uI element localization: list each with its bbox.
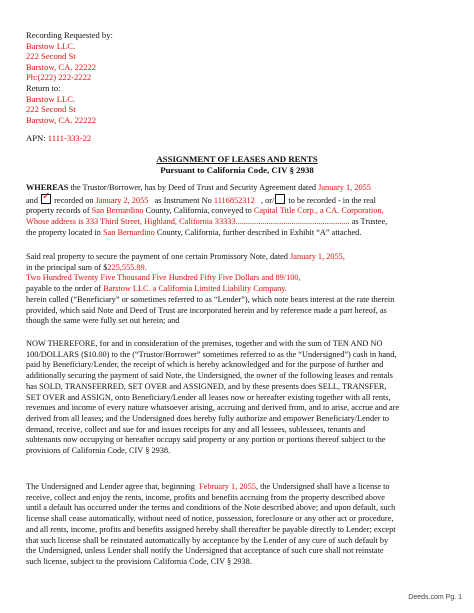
apn-value: 1111-333-22 bbox=[47, 133, 92, 143]
now-therefore-paragraph: NOW THEREFORE, for and in consideration of the premises, together and with the sum of TEN AND NO 100/DOLLARS ($10.00) to the (“Trustor/Borrower” sometimes referred to as the “Undersigned”) cash in hand, paid by Beneficiary/Lender, the receipt of which is hereby acknowledged and for the purpose of further and additionally securing the payment of said Note, the Undersigned, the owner of the following leases and rentals has SOLD, TRANSFERRED, SET OVER and ASSIGNED, and by these presents does SELL, TRANSFER, SET OVER and ASSIGN, onto Beneficiary/Lender all leases now or hereafter existing together with all rents, revenues and income of every nature whatsoever arising, accruing and derived from, and to arise, accrue and are derived from all leases; and the Undersigned does hereby fully authorize and empower Beneficiary/Lender to demand, receive, collect and sue for and issues receipts for any and all lessees, sublessees, tenants and subtenants now occupying or hereafter occupy said property or any portion or portions thereof subject to the provisions of California Code, CIV § 2938. bbox=[26, 339, 400, 456]
recorded-checkbox[interactable] bbox=[41, 190, 51, 204]
apn-label: APN: bbox=[26, 133, 46, 143]
check-mark-icon: ✓ bbox=[42, 190, 51, 202]
trustee-name: Capital Title Corp., a CA. Corporation, bbox=[253, 206, 384, 216]
document-title: ASSIGNMENT OF LEASES AND RENTS bbox=[156, 154, 318, 164]
instrument-number: 1116852312 bbox=[213, 195, 255, 205]
return-to-label: Return to: bbox=[26, 82, 61, 93]
begin-date: February 1, 2055 bbox=[199, 482, 256, 491]
county-name: San Bernardino bbox=[91, 206, 144, 216]
principal-amount: 225,555.89. bbox=[107, 262, 147, 272]
recorded-date: January 2, 2055 bbox=[95, 195, 149, 205]
apn-line bbox=[26, 133, 91, 144]
whereas-word: WHEREAS bbox=[26, 183, 69, 192]
deed-date: January 1, 2055 bbox=[318, 183, 371, 192]
requester-name: Barstow LLC. bbox=[26, 40, 76, 51]
requester-phone: Ph:(222) 222-2222 bbox=[26, 72, 92, 83]
property-county: San Bernardino bbox=[102, 227, 155, 237]
return-city: Barstow, CA. 22222 bbox=[26, 114, 97, 125]
document-subtitle: Pursuant to California Code, CIV § 2938 bbox=[160, 165, 314, 175]
license-paragraph: The Undersigned and Lender agree that, beginning February 1, 2055, the Undersigned shall have a license to receive, collect and enjoy the rents, income, profits and benefits accruing from the property described above until a default has occurred under the terms and conditions of the Note described above; and upon default, such license shall cease automatically, without need of notice, possession, foreclosure or any other act or procedure, and all rents, income, profits and benefits assigned hereby shall thereafter be payable directly to Lender; except that such license shall be reinstated automatically by acceptance by the Lender of any cure of such default by the Undersigned, unless Lender shall notify the Undersigned that acceptance of such cure shall not reinstate such license, subject to the provisions California Code, CIV § 2938. bbox=[26, 482, 396, 566]
amount-in-words: Two Hundred Twenty Five Thousand Five Hundred Fifty Five Dollars and 89/100, bbox=[26, 273, 301, 283]
promissory-note-paragraph: Said real property to secure the payment of one certain Promissory Note, dated January 1, 2055, in the principal sum of $225,555.89. Two Hundred Twenty Five Thousand Five Hundred Fifty Five Dollars and 89/100, payable to the order of Barstow LLC. a California Limited Liability Company. herein called (“Beneficiary” or sometimes referred to as “Lender”), which note bears interest at the rate therein provided, which said Note and Deed of Trust are incorporated herein and by reference made a part hereof, as though the same were fully set out herein; and bbox=[26, 252, 450, 327]
page-footer: Deeds.com Pg. 1 bbox=[408, 594, 462, 601]
return-street: 222 Second St bbox=[26, 104, 76, 115]
to-be-recorded-checkbox[interactable] bbox=[275, 194, 285, 204]
trustee-address: Whose address is 333 Third Street, Highland, California 33333....................................................... bbox=[26, 217, 350, 227]
recording-block bbox=[26, 30, 113, 125]
requester-city: Barstow, CA. 22222 bbox=[26, 61, 97, 72]
return-name: Barstow LLC. bbox=[26, 93, 76, 104]
note-date: January 1, 2055, bbox=[290, 252, 345, 261]
requested-by-label: Recording Requested by: bbox=[26, 30, 113, 40]
requester-street: 222 Second St bbox=[26, 51, 76, 62]
payee-name: Barstow LLC. a California Limited Liability Company. bbox=[103, 284, 287, 294]
whereas-paragraph: WHEREAS the Trustor/Borrower, has by Deed of Trust and Security Agreement dated January 1, 2055 and ✓ recorded on January 2, 2055 as Instrument No 1116852312 , or/ to be recorded - in the real property records of San Bernardino County, California, conveyed to Capital Title Corp., a CA. Corporation, Whose address is 333 Third Street, Highland, California 33333....................................................... as Trustee, the property located in San Bernardino County, California, further described in Exhibit “A” attached. bbox=[26, 183, 388, 237]
